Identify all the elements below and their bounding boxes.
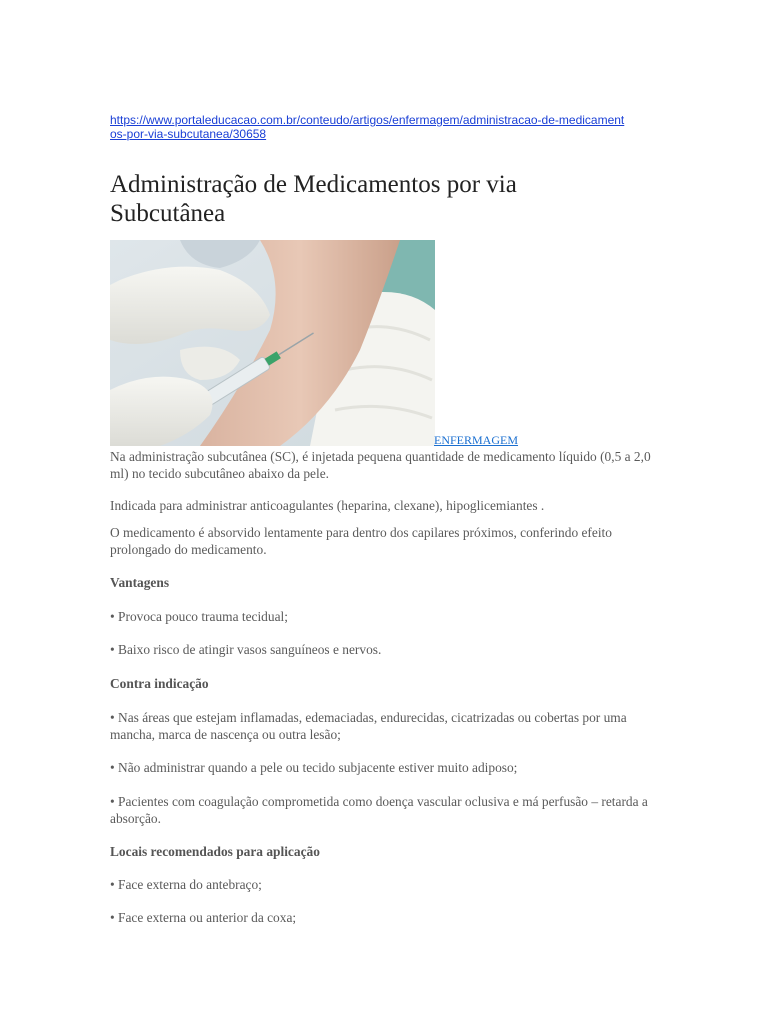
sites-item: • Face externa ou anterior da coxa; <box>110 910 297 925</box>
injection-photo <box>110 240 435 446</box>
sites-item: • Face externa do antebraço; <box>110 877 262 892</box>
contraindications-item: • Nas áreas que estejam inflamadas, edemaciadas, endurecidas, cicatrizadas ou cobertas por uma mancha, marca de nascença ou outra lesão; <box>110 710 627 742</box>
source-url-link[interactable]: https://www.portaleducacao.com.br/conteudo/artigos/enfermagem/administracao-de-medicamentos-por-via-subcutanea/30658 <box>110 113 625 141</box>
advantages-heading: Vantagens <box>110 575 170 590</box>
advantages-item: • Provoca pouco trauma tecidual; <box>110 609 288 624</box>
paragraph-indication: Indicada para administrar anticoagulantes (heparina, clexane), hipoglicemiantes . <box>110 498 545 513</box>
contraindications-item: • Não administrar quando a pele ou tecido subjacente estiver muito adiposo; <box>110 760 518 775</box>
paragraph-absorption: O medicamento é absorvido lentamente para dentro dos capilares próximos, conferindo efeito prolongado do medicamento. <box>110 525 612 557</box>
category-link-enfermagem[interactable]: ENFERMAGEM <box>434 433 519 447</box>
contraindications-item: • Pacientes com coagulação comprometida como doença vascular oclusiva e má perfusão – retarda a absorção. <box>110 794 648 826</box>
sites-heading: Locais recomendados para aplicação <box>110 844 320 859</box>
contraindications-heading: Contra indicação <box>110 676 209 691</box>
advantages-item: • Baixo risco de atingir vasos sanguíneos e nervos. <box>110 642 382 657</box>
paragraph-intro: Na administração subcutânea (SC), é injetada pequena quantidade de medicamento líquido (0,5 a 2,0 ml) no tecido subcutâneo abaixo da pele. <box>110 449 651 481</box>
article-title: Administração de Medicamentos por via Subcutânea <box>110 171 517 227</box>
